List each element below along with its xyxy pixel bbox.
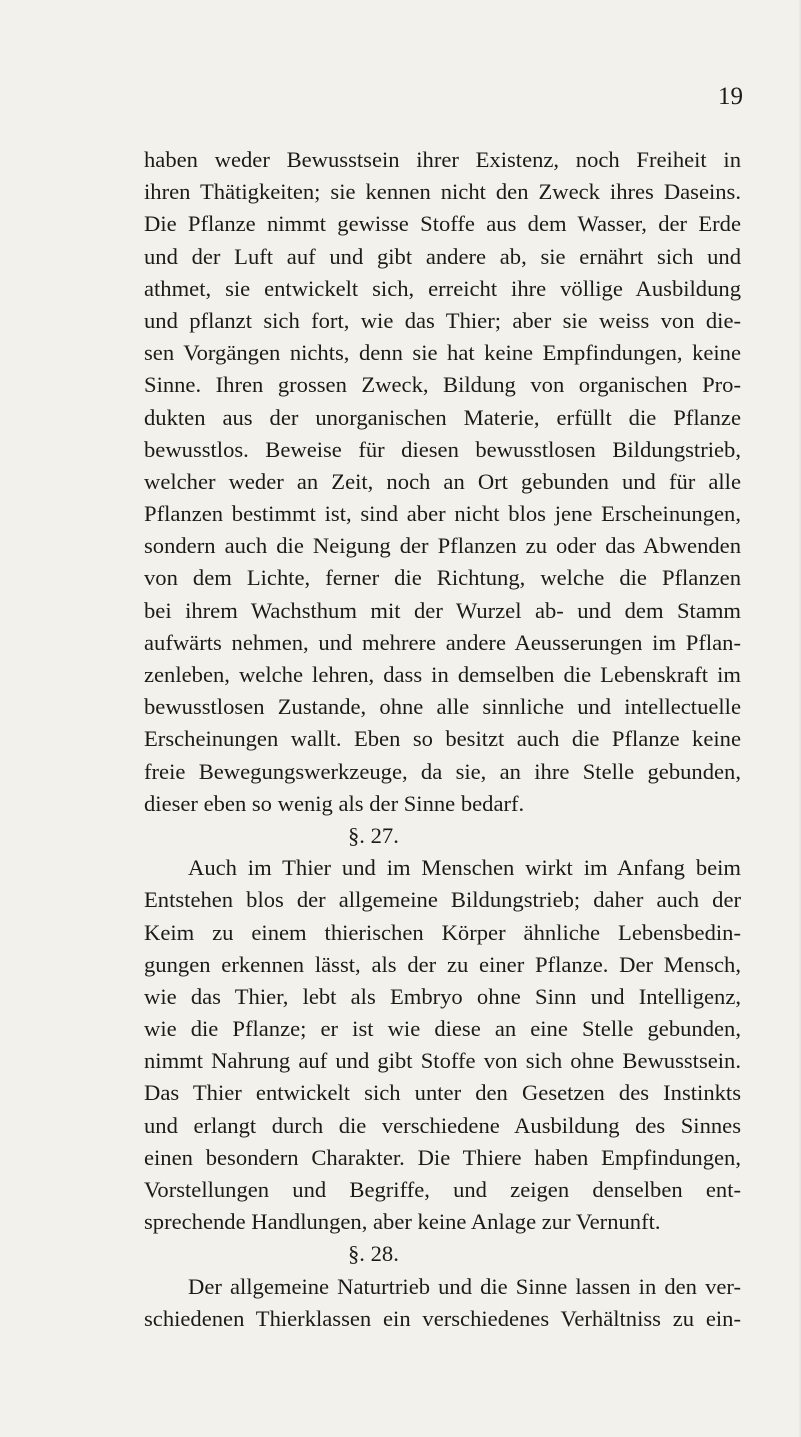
text-line: Pflanzen bestimmt ist, sind aber nicht blos jene Erscheinungen, — [144, 501, 741, 527]
text-line: Vorstellungen und Begriffe, und zeigen denselben ent- — [144, 1177, 741, 1202]
text-line: bei ihrem Wachsthum mit der Wurzel ab- und dem Stamm — [144, 597, 741, 623]
body-text — [144, 144, 741, 1335]
text-line: Entstehen blos der allgemeine Bildungstrieb; daher auch der — [144, 887, 741, 913]
text-line: haben weder Bewusstsein ihrer Existenz, noch Freiheit in — [144, 147, 741, 172]
text-line: einen besondern Charakter. Die Thiere haben Empfindungen, — [144, 1144, 741, 1170]
text-line: bewusstlosen Zustande, ohne alle sinnliche und intellectuelle — [144, 694, 741, 720]
text-line: zenleben, welche lehren, dass in demselben die Lebenskraft im — [144, 662, 741, 687]
section-heading-28: §. 28. — [348, 1241, 399, 1267]
text-line: und erlangt durch die verschiedene Ausbildung des Sinnes — [144, 1112, 741, 1138]
text-line: nimmt Nahrung auf und gibt Stoffe von sich ohne Bewusstsein. — [144, 1048, 741, 1074]
text-line: Erscheinungen wallt. Eben so besitzt auch die Pflanze keine — [144, 726, 741, 752]
text-line: Das Thier entwickelt sich unter den Gesetzen des Instinkts — [144, 1080, 741, 1106]
text-line: gungen erkennen lässt, als der zu einer Pflanze. Der Mensch, — [144, 951, 741, 977]
text-line: Keim zu einem thierischen Körper ähnliche Lebensbedin- — [144, 919, 741, 945]
text-line: athmet, sie entwickelt sich, erreicht ihre völlige Ausbildung — [144, 275, 741, 301]
text-line: Auch im Thier und im Menschen wirkt im Anfang beim — [188, 855, 741, 881]
text-line: ihren Thätigkeiten; sie kennen nicht den Zweck ihres Daseins. — [144, 179, 741, 205]
text-line: Sinne. Ihren grossen Zweck, Bildung von organischen Pro- — [144, 372, 741, 398]
page-number: 19 — [718, 83, 743, 110]
text-line: bewusstlos. Beweise für diesen bewusstlosen Bildungstrieb, — [144, 436, 741, 462]
section-heading-27: §. 27. — [348, 822, 399, 848]
text-line: freie Bewegungswerkzeuge, da sie, an ihre Stelle gebunden, — [144, 758, 741, 784]
text-line: Die Pflanze nimmt gewisse Stoffe aus dem Wasser, der Erde — [144, 211, 741, 237]
text-line: wie das Thier, lebt als Embryo ohne Sinn und Intelligenz, — [144, 983, 741, 1009]
text-line: schiedenen Thierklassen ein verschiedenes Verhältniss zu ein- — [144, 1305, 741, 1331]
text-line: aufwärts nehmen, und mehrere andere Aeusserungen im Pflan- — [144, 629, 741, 655]
text-line: von dem Lichte, ferner die Richtung, welche die Pflanzen — [144, 565, 741, 591]
text-line: sondern auch die Neigung der Pflanzen zu oder das Abwenden — [144, 533, 741, 559]
text-line: und pflanzt sich fort, wie das Thier; aber sie weiss von die- — [144, 307, 741, 333]
text-line: und der Luft auf und gibt andere ab, sie ernährt sich und — [144, 243, 741, 269]
text-line: Der allgemeine Naturtrieb und die Sinne lassen in den ver- — [188, 1273, 741, 1299]
text-line: sen Vorgängen nichts, denn sie hat keine Empfindungen, keine — [144, 340, 741, 366]
text-line: dieser eben so wenig als der Sinne bedarf. — [144, 790, 525, 816]
text-line: welcher weder an Zeit, noch an Ort gebunden und für alle — [144, 468, 741, 494]
text-line: dukten aus der unorganischen Materie, erfüllt die Pflanze — [144, 404, 741, 430]
text-line: sprechende Handlungen, aber keine Anlage zur Vernunft. — [144, 1209, 661, 1235]
text-line: wie die Pflanze; er ist wie diese an eine Stelle gebunden, — [144, 1016, 741, 1042]
